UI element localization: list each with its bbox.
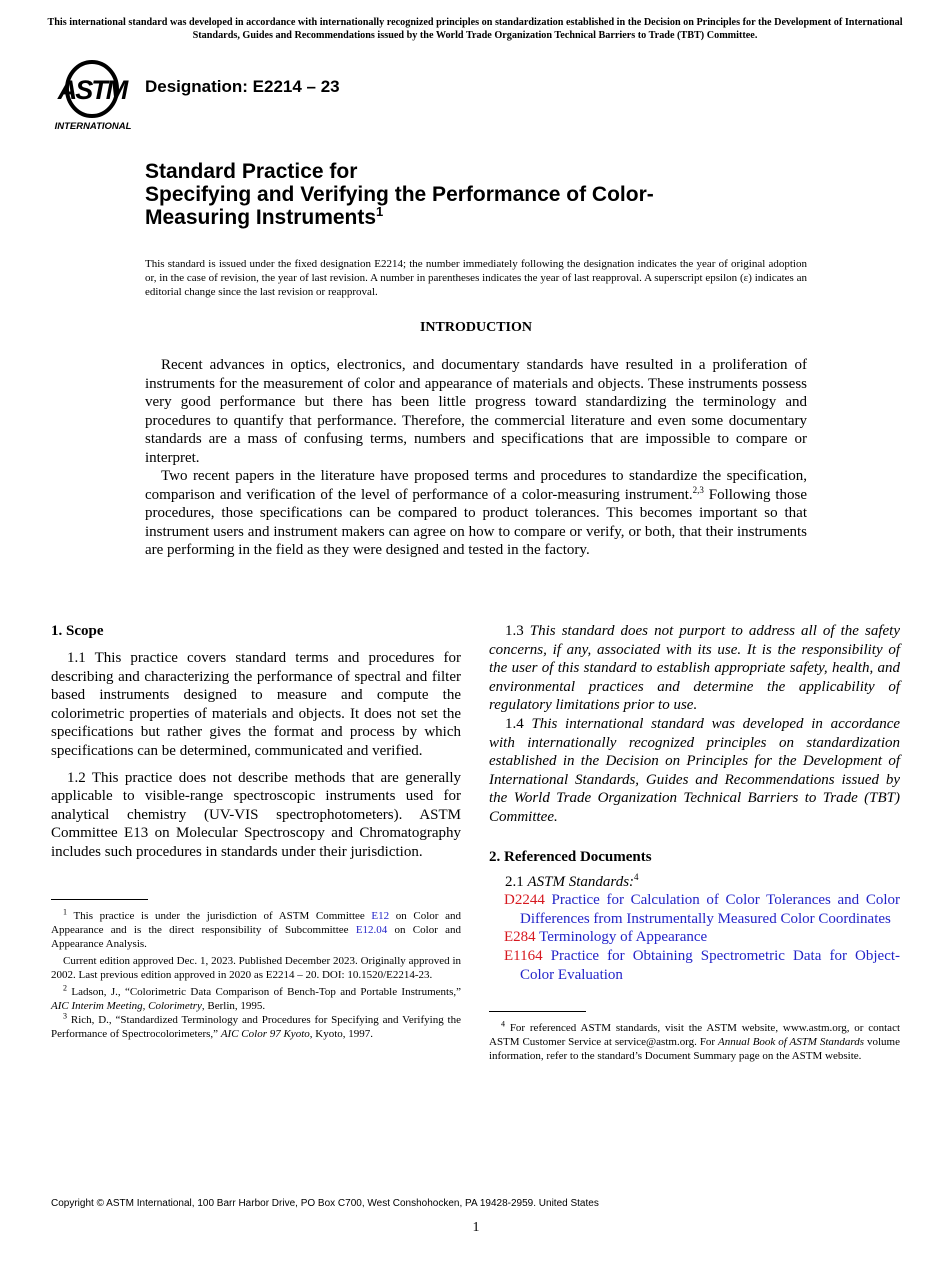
introduction-heading: INTRODUCTION xyxy=(419,320,532,335)
reference-item-e284[interactable] xyxy=(489,928,900,947)
footnote-2-text-b: , Berlin, 1995. xyxy=(201,999,266,1012)
logo-caption: INTERNATIONAL xyxy=(54,121,132,132)
referenced-documents-heading: 2. Referenced Documents xyxy=(489,848,652,865)
intro-paragraph-2 xyxy=(145,467,807,560)
reference-item-d2244[interactable] xyxy=(489,891,900,928)
footnote-4-mark: 4 xyxy=(501,1019,505,1029)
scope-1-4-text: This international standard was developed in accordance with internationally recognized principles on standardization established in the Decision on Principles for the Development of International Standards, Guides and Recommendations issued by the World Trade Organization Technical Barriers to Trade (TBT) Committee. xyxy=(489,715,901,825)
footnote-3 xyxy=(51,1010,461,1041)
footnote-3-mark: 3 xyxy=(63,1010,67,1020)
footnote-1-text-c: on Color and Appearance Analysis. xyxy=(51,923,461,950)
right-column xyxy=(489,621,900,1063)
issuance-note: This standard is issued under the fixed designation E2214; the number immediately following the designation indicates the year of original adoption or, in the case of revision, the year of last revision. A number in parentheses indicates the year of last reapproval. A superscript epsilon (ε) indicates an editorial change since the last revision or reapproval. xyxy=(145,258,807,298)
scope-1-3-number: 1.3 xyxy=(505,623,530,639)
reference-code[interactable]: D2244 xyxy=(504,892,545,909)
intro-p2-refs: 2,3 xyxy=(692,484,704,495)
intro-p2-text-b: Following those procedures, those specifications can be compared to product tolerances. This becomes important so that instrument users and instrument makers can agree on how to compare or verify, or both, that their instruments are performing in the field as they were designed and tested in the factory. xyxy=(145,486,808,558)
footnote-2-italic: AIC Interim Meeting, Colorimetry xyxy=(51,999,202,1012)
title-line-3-text: Measuring Instruments xyxy=(145,206,377,229)
reference-title[interactable]: Practice for Obtaining Spectrometric Data for Object-Color Evaluation xyxy=(520,947,901,983)
astm-logo-graphic xyxy=(52,57,134,133)
logo-mark-text: ASTM xyxy=(57,75,127,105)
astm-standards-number: 2.1 xyxy=(505,873,528,890)
astm-standards-label: ASTM Standards: xyxy=(527,873,635,890)
reference-title[interactable]: Terminology of Appearance xyxy=(539,929,708,946)
link-e12[interactable]: E12 xyxy=(371,909,390,922)
footnote-4-italic: Annual Book of ASTM Standards xyxy=(718,1036,865,1049)
intro-p2-text-a: Two recent papers in the literature have proposed terms and procedures to standardize the specification, comparison and verification of the level of performance of a color-measuring instrument. xyxy=(145,468,807,503)
scope-1-3-text: This standard does not purport to address all of the safety concerns, if any, associated with its use. It is the responsibility of the user of this standard to establish appropriate safety, health, and environmental practices and determine the applicability of regulatory limitations prior to use. xyxy=(489,623,900,714)
copyright-line: Copyright © ASTM International, 100 Barr Harbor Drive, PO Box C700, West Conshohocken, PA 19428-2959. United States xyxy=(51,1198,599,1209)
footnote-2-text-a: Ladson, J., “Colorimetric Data Comparison of Bench-Top and Portable Instruments,” xyxy=(71,985,462,998)
footnote-1-text-b: on Color and Appearance and is the direct responsibility of Subcommittee xyxy=(51,909,461,936)
reference-item-e1164[interactable] xyxy=(489,947,900,984)
reference-title[interactable]: Practice for Calculation of Color Tolerances and Color Differences from Instrumentally Measured Color Coordinates xyxy=(520,892,900,927)
reference-code[interactable]: E284 xyxy=(504,929,536,946)
astm-standards-subheading xyxy=(489,873,900,892)
reference-code[interactable]: E1164 xyxy=(504,947,543,964)
footnote-1-edition: Current edition approved Dec. 1, 2023. Published December 2023. Originally approved in 2002. Last previous edition approved in 2020 as E2214 – 20. DOI: 10.1520/E2214-23. xyxy=(51,954,461,981)
scope-1-4-number: 1.4 xyxy=(505,715,532,732)
title-footnote-mark: 1 xyxy=(376,204,384,219)
document-title xyxy=(145,160,845,229)
title-line-2: Specifying and Verifying the Performance of Color- xyxy=(145,183,654,206)
top-notice: This international standard was developed in accordance with internationally recognized principles on standardization established in the Decision on Principles for the Development of International Standards, Guides and Recommendations issued by the World Trade Organization Technical Barriers to Trade (TBT) Committee. xyxy=(47,17,903,41)
scope-1-1: 1.1 This practice covers standard terms and procedures for describing and characterizing the performance of spectral and filter based instruments designed to measure and compute the colorimetric properties of materials and objects. It does not set the specifications but rather gives the format and process by which specifications can be determined, communicated and verified. xyxy=(51,650,461,759)
footnote-4-text-b: volume information, refer to the standard’s Document Summary page on the ASTM website. xyxy=(489,1036,900,1063)
footnote-1-mark: 1 xyxy=(63,906,67,916)
left-column xyxy=(51,621,461,1041)
reference-list xyxy=(489,891,900,984)
footnote-4-text-a: For referenced ASTM standards, visit the ASTM website, www.astm.org, or contact ASTM Customer Service at service@astm.org. For xyxy=(489,1022,901,1049)
footnote-4 xyxy=(489,1021,900,1063)
designation: Designation: E2214 – 23 xyxy=(145,77,340,96)
footnote-3-text-b: , Kyoto, 1997. xyxy=(309,1027,373,1040)
footnote-3-text-a: Rich, D., “Standardized Terminology and Procedures for Specifying and Verifying the Performance of Spectrocolorimeters,” xyxy=(51,1013,461,1040)
footnote-1 xyxy=(51,906,461,951)
scope-1-4 xyxy=(489,715,900,827)
intro-paragraph-1: Recent advances in optics, electronics, and documentary standards have resulted in a proliferation of instruments for the measurement of color and appearance of materials and objects. These instruments possess very good performance but there has been little progress toward standardizing the terminology and procedures to quantify that performance. Therefore, the commercial literature and even some documentary standards are a mass of confusing terms, numbers and specifications that are impossible to compare or interpret. xyxy=(145,357,807,466)
astm-standards-footnote-mark: 4 xyxy=(634,871,639,882)
link-e12-04[interactable]: E12.04 xyxy=(355,923,388,936)
scope-1-2: 1.2 This practice does not describe methods that are generally applicable to visible-range spectroscopic instruments used for analytical chemistry (UV-VIS spectrophotometers). ASTM Committee E13 on Molecular Spectroscopy and Chromatography includes such procedures in standards under their jurisdiction. xyxy=(51,769,461,860)
footnote-1-text-a: This practice is under the jurisdiction of ASTM Committee xyxy=(73,909,372,922)
scope-1-3 xyxy=(489,622,900,715)
page-number: 1 xyxy=(472,1220,480,1235)
footnote-2-mark: 2 xyxy=(63,982,67,992)
introduction-body xyxy=(145,356,807,560)
scope-heading: 1. Scope xyxy=(51,623,104,639)
title-line-1: Standard Practice for xyxy=(145,160,358,183)
footnote-3-italic: AIC Color 97 Kyoto xyxy=(220,1027,310,1040)
title-line-3 xyxy=(145,206,845,229)
footnote-2 xyxy=(51,982,462,1013)
astm-logo xyxy=(52,57,134,133)
